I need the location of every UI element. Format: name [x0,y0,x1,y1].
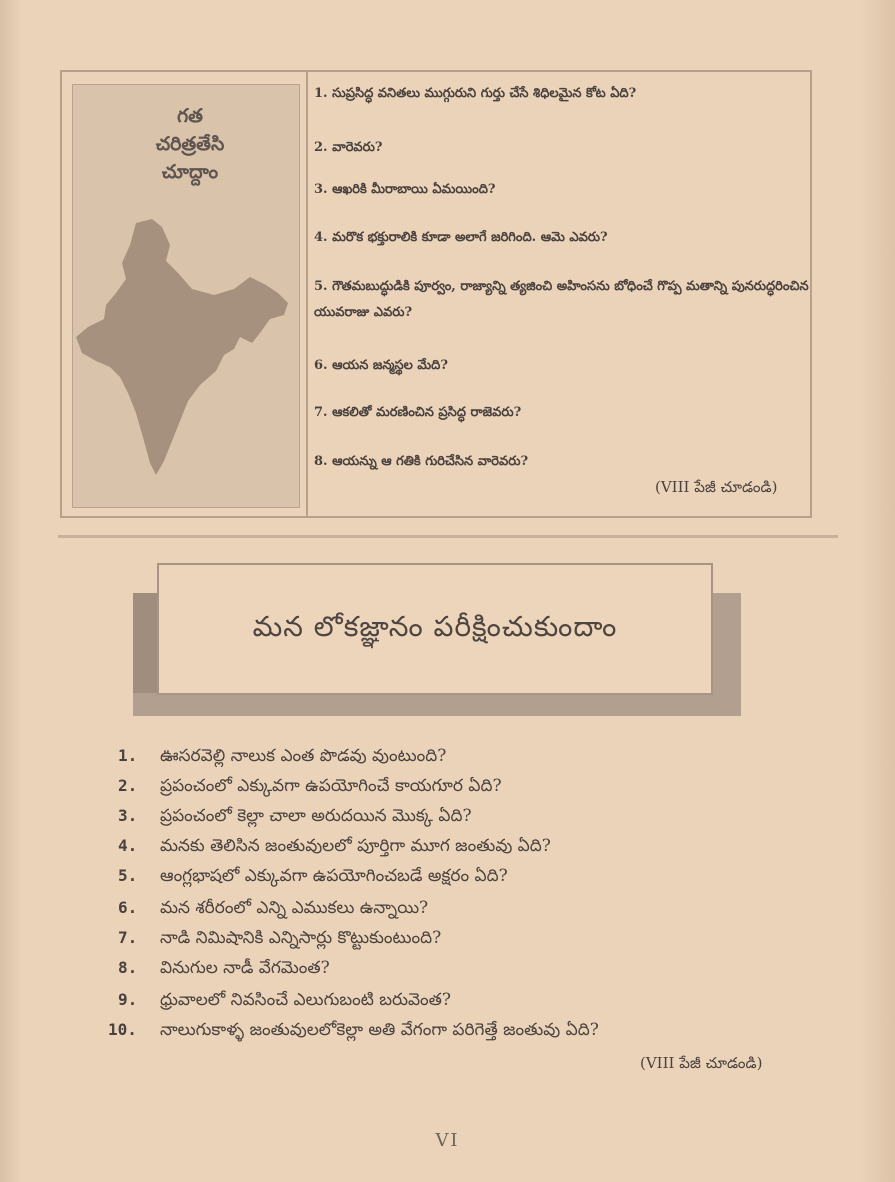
section-divider [58,535,838,538]
page-reference-top: (VIII పేజీ చూడండి) [655,478,778,496]
question-text: ప్రపంచంలో ఎక్కువగా ఉపయోగించే కాయగూర ఏది? [160,776,502,796]
question-text: ధ్రువాలలో నివసించే ఎలుగుబంటి బరువెంత? [160,990,452,1010]
question-text: నాలుగుకాళ్ళ జంతువులలోకెల్లా అతి వేగంగా పరిగెత్తే జంతువు ఏది? [160,1020,599,1040]
question-number: 7. [118,928,138,947]
question-number: 5. [118,866,138,885]
india-map-icon [74,215,296,480]
list-item [118,836,551,860]
history-question: 3. ఆఖరికి మీరాబాయి ఏమయింది? [314,182,496,197]
question-text: మన శరీరంలో ఎన్ని ఎముకలు ఉన్నాయి? [160,898,429,918]
list-item [118,776,502,800]
list-item [118,746,446,770]
history-question: 7. ఆకలితో మరణించిన ప్రసిద్ధ రాజెవరు? [314,405,522,420]
question-number: 4. [118,836,138,855]
history-title-line: చరిత్రతేసి [155,133,225,155]
list-item [118,990,451,1014]
page-reference-bottom: (VIII పేజీ చూడండి) [640,1054,763,1072]
question-number: 10. [108,1020,137,1039]
question-number: 3. [118,806,138,825]
history-question: 8. ఆయన్ను ఆ గతికి గురిచేసిన వారెవరు? [314,454,529,469]
history-question: 6. ఆయన జన్మస్థల మేది? [314,358,448,373]
history-panel-title [140,102,240,186]
question-text: మనకు తెలిసిన జంతువులలో పూర్తిగా మూగ జంతువు ఏది? [160,836,551,856]
history-title-line: చూద్దాం [161,161,219,183]
list-item [118,866,508,890]
list-item [118,898,428,922]
history-question: 5. గౌతమబుద్ధుడికి పూర్వం, రాజ్యాన్ని త్యజించి అహింసను బోధించే గొప్ప మతాన్ని పునరుద్ధరించిన యువరాజు ఎవరు? [314,279,809,320]
question-number: 8. [118,958,138,977]
list-item [118,806,472,830]
question-number: 2. [118,776,138,795]
question-text: ఊసరవెల్లి నాలుక ఎంత పొడవు వుంటుంది? [160,746,447,766]
history-question: 2. వారెవరు? [314,140,383,155]
list-item [118,958,330,982]
question-number: 9. [118,990,138,1009]
question-text: నాడి నిమిషానికి ఎన్నిసార్లు కొట్టుకుంటుంది? [160,928,442,948]
quiz-banner-title: మన లోకజ్ఞానం పరీక్షించుకుందాం [252,610,618,643]
history-question: 4. మరొక భక్తురాలికి కూడా అలాగే జరిగింది. ఆమె ఎవరు? [314,230,608,245]
list-item [118,928,441,952]
question-text: ఆంగ్లభాషలో ఎక్కువగా ఉపయోగించబడే అక్షరం ఏది? [160,866,508,886]
box-divider [306,72,308,516]
question-text: వినుగుల నాడీ వేగమెంత? [160,958,330,978]
banner-shadow-edge [133,593,159,693]
history-title-line: గత [177,105,203,127]
history-question: 1. సుప్రసిద్ధ వనితలు ముగ్గురుని గుర్తు చేసే శిధిలమైన కోట ఏది? [314,86,637,101]
question-text: ప్రపంచంలో కెల్లా చాలా అరుదయిన మొక్క ఏది? [160,806,472,826]
question-number: 1. [118,746,138,765]
question-number: 6. [118,898,138,917]
page-number: VI [435,1130,460,1151]
list-item [108,1020,599,1044]
